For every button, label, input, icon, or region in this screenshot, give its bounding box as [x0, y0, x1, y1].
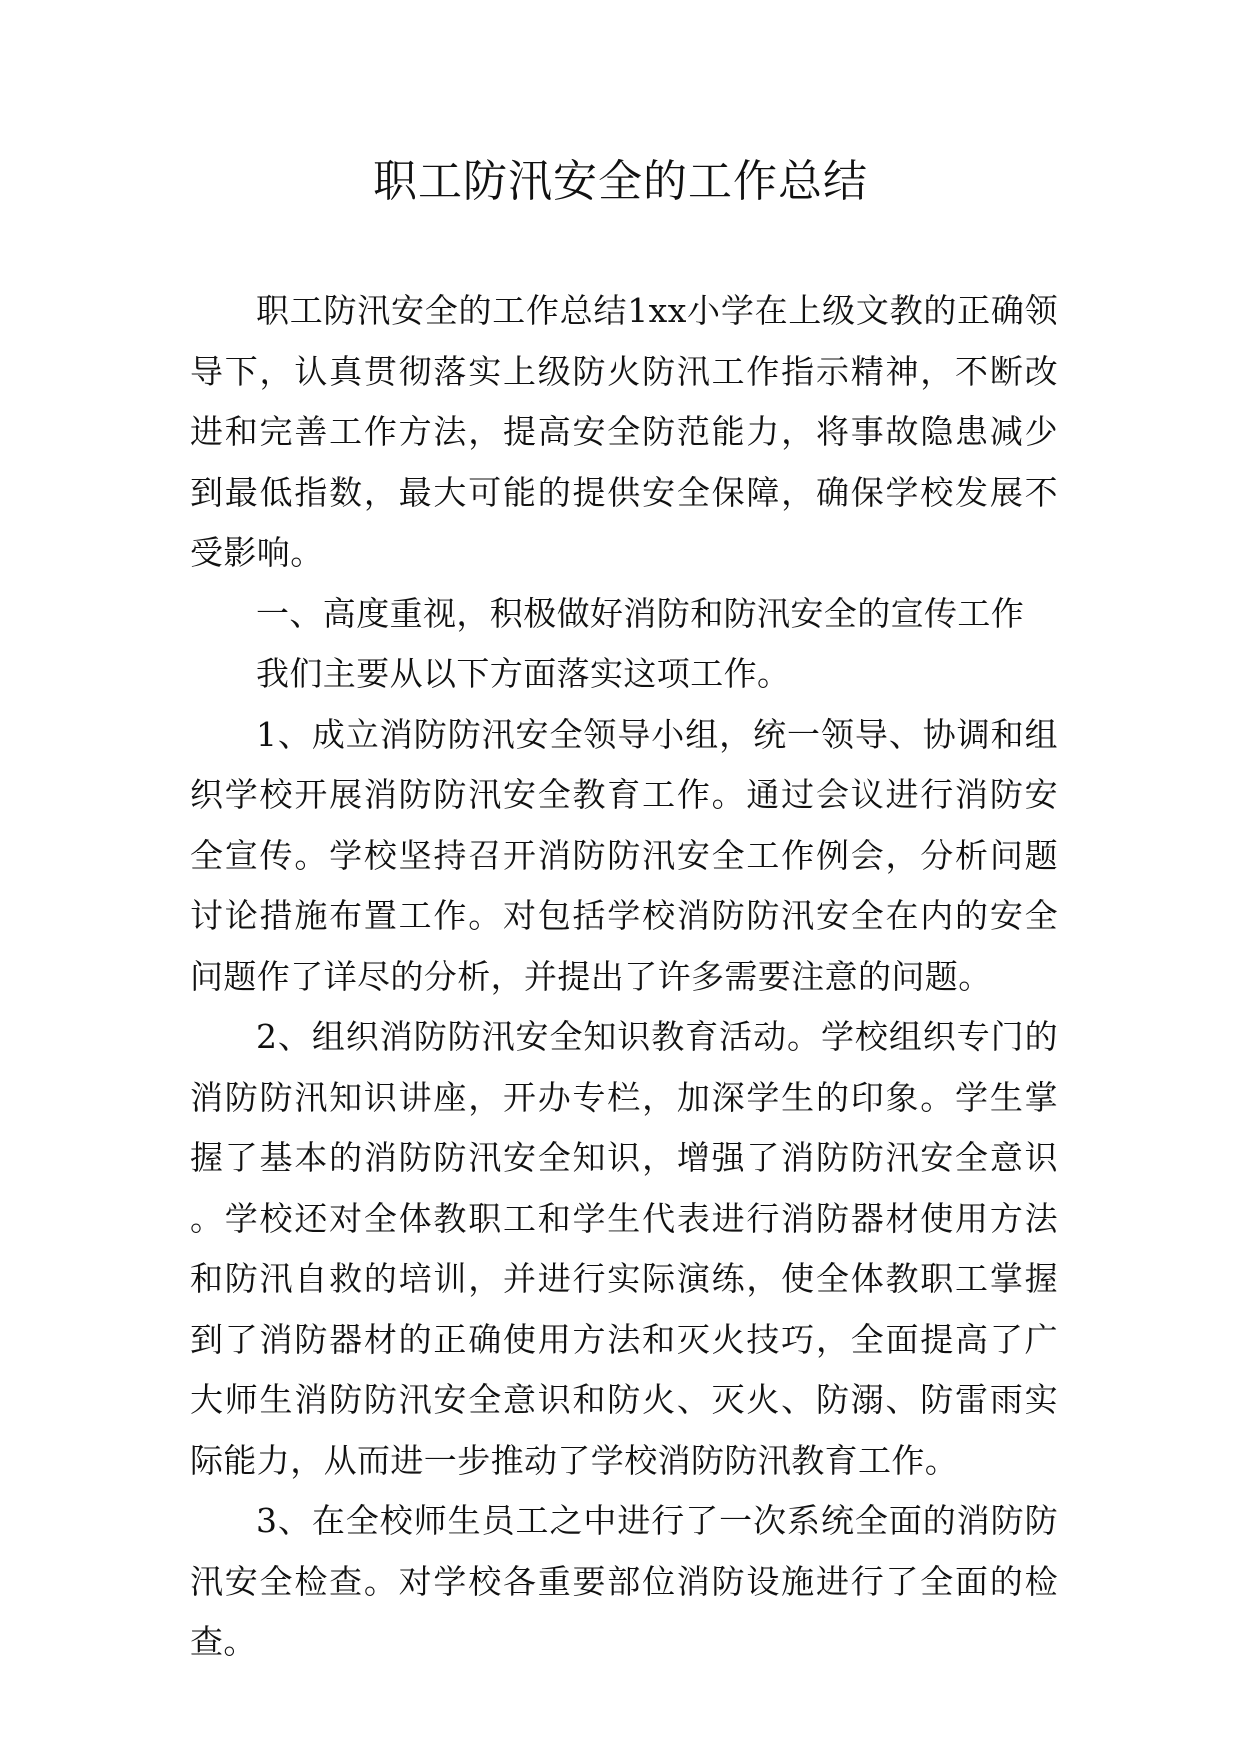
document-body [190, 281, 1058, 1673]
paragraph-lead: 我们主要从以下方面落实这项工作。 [256, 654, 791, 693]
section-heading-1: 一、高度重视，积极做好消防和防汛安全的宣传工作 [256, 593, 1025, 633]
paragraph-item-2: 2、组织消防防汛安全知识教育活动。学校组织专门的消防防汛知识讲座，开办专栏，加深学生的印象。学生掌握了基本的消防防汛安全知识，增强了消防防汛安全意识。学校还对全体教职工和学生代表进行消防器材使用方法和防汛自救的培训，并进行实际演练，使全体教职工掌握到了消防器材的正确使用方法和灭火技巧，全面提高了广大师生消防防汛安全意识和防火、灭火、防溺、防雷雨实际能力，从而进一步推动了学校消防防汛教育工作。 [190, 1017, 1058, 1480]
paragraph-intro: 职工防汛安全的工作总结1xx小学在上级文教的正确领导下，认真贯彻落实上级防火防汛工作指示精神，不断改进和完善工作方法，提高安全防范能力，将事故隐患减少到最低指数，最大可能的提供安全保障，确保学校发展不受影响。 [190, 291, 1058, 572]
paragraph-item-3: 3、在全校师生员工之中进行了一次系统全面的消防防汛安全检查。对学校各重要部位消防设施进行了全面的检查。 [190, 1501, 1058, 1661]
paragraph-item-1: 1、成立消防防汛安全领导小组，统一领导、协调和组织学校开展消防防汛安全教育工作。通过会议进行消防安全宣传。学校坚持召开消防防汛安全工作例会，分析问题讨论措施布置工作。对包括学校消防防汛安全在内的安全问题作了详尽的分析，并提出了许多需要注意的问题。 [190, 714, 1058, 996]
document-title: 职工防汛安全的工作总结 [373, 156, 868, 207]
